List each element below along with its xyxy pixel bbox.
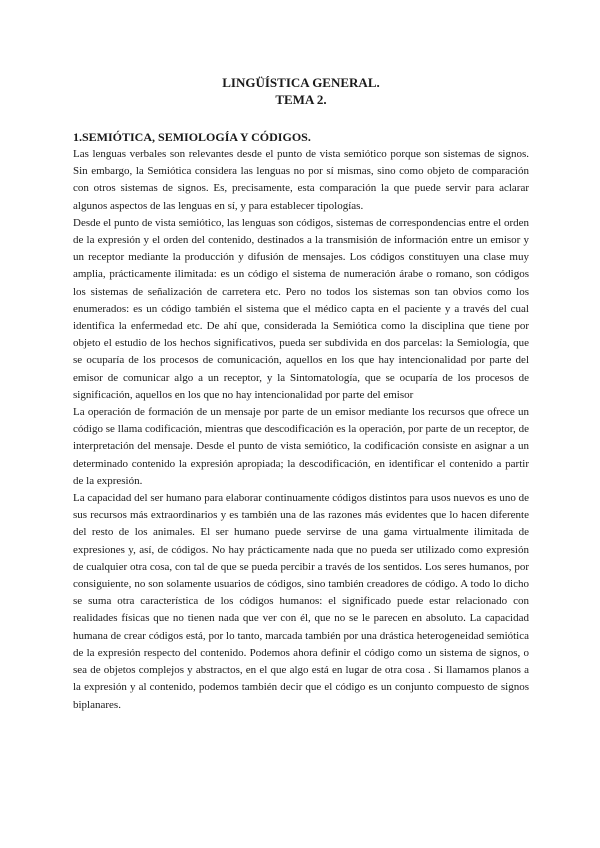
- paragraph-4: La capacidad del ser humano para elaborar continuamente códigos distintos para usos nuevos es uno de sus recursos más extraordinarios y es también una de las razones más evidentes que lo hacen diferente del resto de los animales. El ser humano puede servirse de una gama virtualmente ilimitada de expresiones y, así, de códigos. No hay prácticamente nada que no pueda ser utilizado como expresión de cualquier otra cosa, con tal de que se pueda percibir a través de los sentidos. Los seres humanos, por consiguiente, no son solamente usuarios de códigos, sino también creadores de código. A todo lo dicho se suma otra característica de los códigos humanos: el significado puede estar relacionado con realidades físicas que no tienen nada que ver con él, que no se le parecen en absoluto. La capacidad humana de crear códigos está, por lo tanto, marcada también por una drástica heterogeneidad semiótica de la expresión respecto del contenido. Podemos ahora definir el código como un sistema de signos, o sea de objetos complejos y abstractos, en el que algo está en lugar de otra cosa . Si llamamos planos a la expresión y al contenido, podemos también decir que el código es un conjunto compuesto de signos biplanares.: [73, 492, 529, 711]
- title-line-2: TEMA 2.: [275, 92, 327, 107]
- paragraph-3: La operación de formación de un mensaje por parte de un emisor mediante los recursos que ofrece un código se llama codificación, mientras que descodificación es la operación, por parte de un receptor, de interpretación del mensaje. Desde el punto de vista semiótico, la codificación consiste en asignar a un determinado contenido la expresión apropiada; la descodificación, en identificar el contenido a partir de la expresión.: [73, 406, 529, 487]
- paragraph-1: Las lenguas verbales son relevantes desde el punto de vista semiótico porque son sistemas de signos. Sin embargo, la Semiótica considera las lenguas no por sí mismas, sino como objeto de comparación con otros sistemas de signos. Es, precisamente, esta comparación la que puede servir para aclarar algunos aspectos de las lenguas en sí, y para establecer tipologías.: [73, 148, 529, 212]
- paragraph-2: Desde el punto de vista semiótico, las lenguas son códigos, sistemas de correspondencias entre el orden de la expresión y el orden del contenido, destinados a la transmisión de información entre un emisor y un receptor mediante la producción y difusión de mensajes. Los códigos constituyen una clase muy amplia, prácticamente ilimitada: es un código el sistema de numeración árabe o romano, son códigos los sistemas de señalización de carretera etc. Pero no todos los sistemas son tan obvios como los enumerados: es un código también el sistema que el médico capta en el paciente y a través del cual identifica la enfermedad etc. De ahí que, considerada la Semiótica como la disciplina que tiene por objeto el estudio de los hechos significativos, pueda ser subdivida en dos parcelas: la Semiología, que se ocuparía de los procesos de comunicación, aquellos en los que hay intencionalidad por parte del emisor de comunicar algo a un receptor, y la Sintomatología, que se ocuparía de los procesos de significación, aquellos en los que no hay intencionalidad por parte del emisor: [73, 216, 529, 401]
- document-page: [73, 74, 529, 714]
- section-heading: 1.SEMIÓTICA, SEMIOLOGÍA Y CÓDIGOS.: [73, 130, 311, 144]
- title-line-1: LINGÜÍSTICA GENERAL.: [222, 75, 380, 90]
- document-title: [73, 74, 529, 108]
